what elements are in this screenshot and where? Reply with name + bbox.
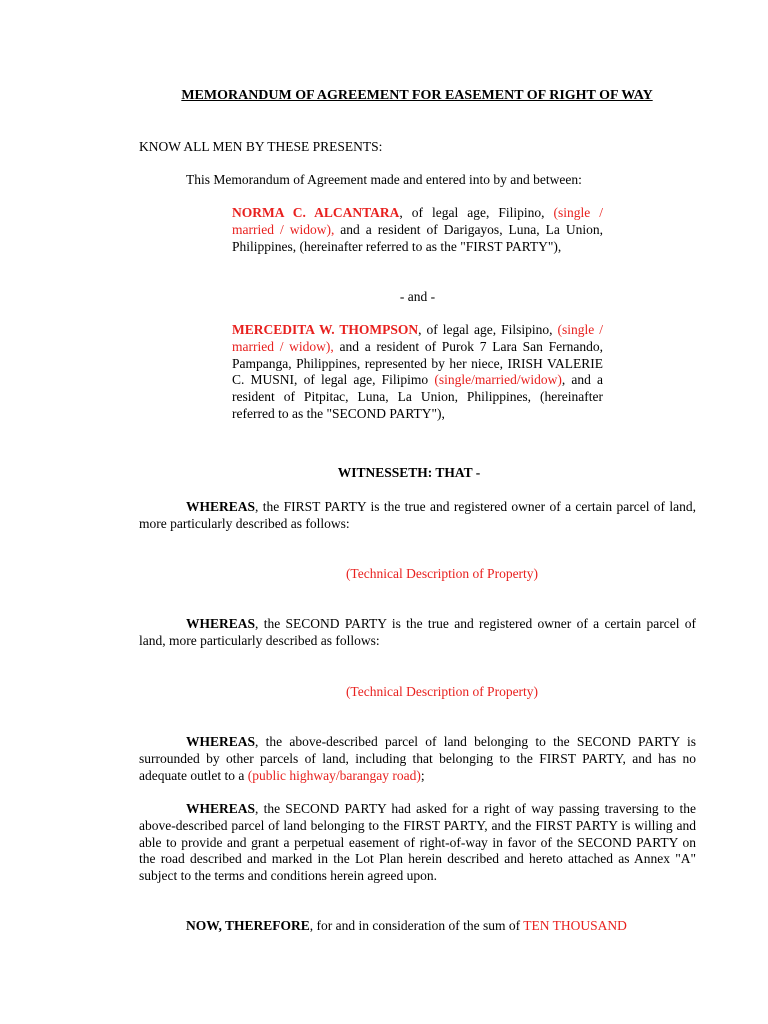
now-therefore-paragraph	[139, 918, 696, 935]
witnesseth-heading: WITNESSETH: THAT -	[337, 465, 481, 480]
first-party-text1: , of legal age, Filipino,	[399, 205, 554, 220]
whereas-lead: WHEREAS	[186, 616, 256, 631]
technical-description-2: (Technical Description of Property)	[345, 684, 539, 699]
intro-line: This Memorandum of Agreement made and entered into by and between:	[186, 172, 582, 187]
whereas-text: , the SECOND PARTY had asked for a right of way passing traversing to the above-described parcel of land belonging to the FIRST PARTY, and the FIRST PARTY is willing and able to provide and grant a perpetual easement of right-of-way in favor of the SECOND PARTY on the road described and marked in the Lot Plan herein described and hereto attached as Annex "A" subject to the terms and conditions herein agreed upon.	[139, 801, 696, 884]
document-title: MEMORANDUM OF AGREEMENT FOR EASEMENT OF RIGHT OF WAY	[181, 88, 653, 103]
first-party-block	[232, 205, 603, 255]
whereas-text: , the FIRST PARTY is the true and registered owner of a certain parcel of land, more particularly described as follows:	[139, 499, 696, 531]
second-party-block	[232, 322, 603, 423]
now-therefore-lead: NOW, THEREFORE	[186, 918, 310, 933]
whereas-lead: WHEREAS	[186, 499, 256, 514]
first-party-name: NORMA C. ALCANTARA	[232, 205, 400, 220]
second-party-text2: and a resident of Purok 7 Lara San Fernando, Pampanga, Philippines, represented by her niece, IRISH VALERIE C. MUSNI, of legal age, Filipimo	[232, 338, 603, 388]
whereas-paragraph-3	[139, 734, 696, 784]
second-party-text1: , of legal age, Filsipino,	[418, 322, 558, 337]
road-type: (public highway/barangay road)	[247, 767, 421, 783]
second-party-text3: , and a resident of Pitpitac, Luna, La Union, Philippines, (hereinafter referred to as the "SECOND PARTY"),	[232, 372, 603, 421]
consideration-amount: TEN THOUSAND	[523, 918, 627, 933]
first-party-text2: and a resident of Darigayos, Luna, La Union, Philippines, (hereinafter referred to as the "FIRST PARTY"),	[232, 221, 603, 254]
whereas-paragraph-1	[139, 499, 696, 533]
whereas-lead: WHEREAS	[186, 734, 256, 749]
technical-description-1: (Technical Description of Property)	[345, 566, 539, 581]
whereas-lead: WHEREAS	[186, 801, 256, 816]
whereas-paragraph-4	[139, 801, 696, 885]
second-party-status: (single / married / widow),	[232, 322, 603, 354]
whereas-text: , the SECOND PARTY is the true and registered owner of a certain parcel of land, more particularly described as follows:	[139, 616, 696, 648]
now-therefore-text: , for and in consideration of the sum of	[309, 918, 524, 933]
whereas-paragraph-2	[139, 616, 696, 650]
whereas-text: , the above-described parcel of land belonging to the SECOND PARTY is surrounded by other parcels of land, including that belonging to the FIRST PARTY, and has no adequate outlet to a	[139, 734, 696, 783]
second-party-status2: (single/married/widow)	[434, 372, 562, 388]
know-all-line: KNOW ALL MEN BY THESE PRESENTS:	[139, 139, 383, 154]
first-party-status: (single / married / widow),	[232, 205, 603, 237]
whereas-end: ;	[420, 767, 425, 783]
second-party-name: MERCEDITA W. THOMPSON	[232, 322, 419, 337]
and-separator: - and -	[399, 289, 436, 304]
